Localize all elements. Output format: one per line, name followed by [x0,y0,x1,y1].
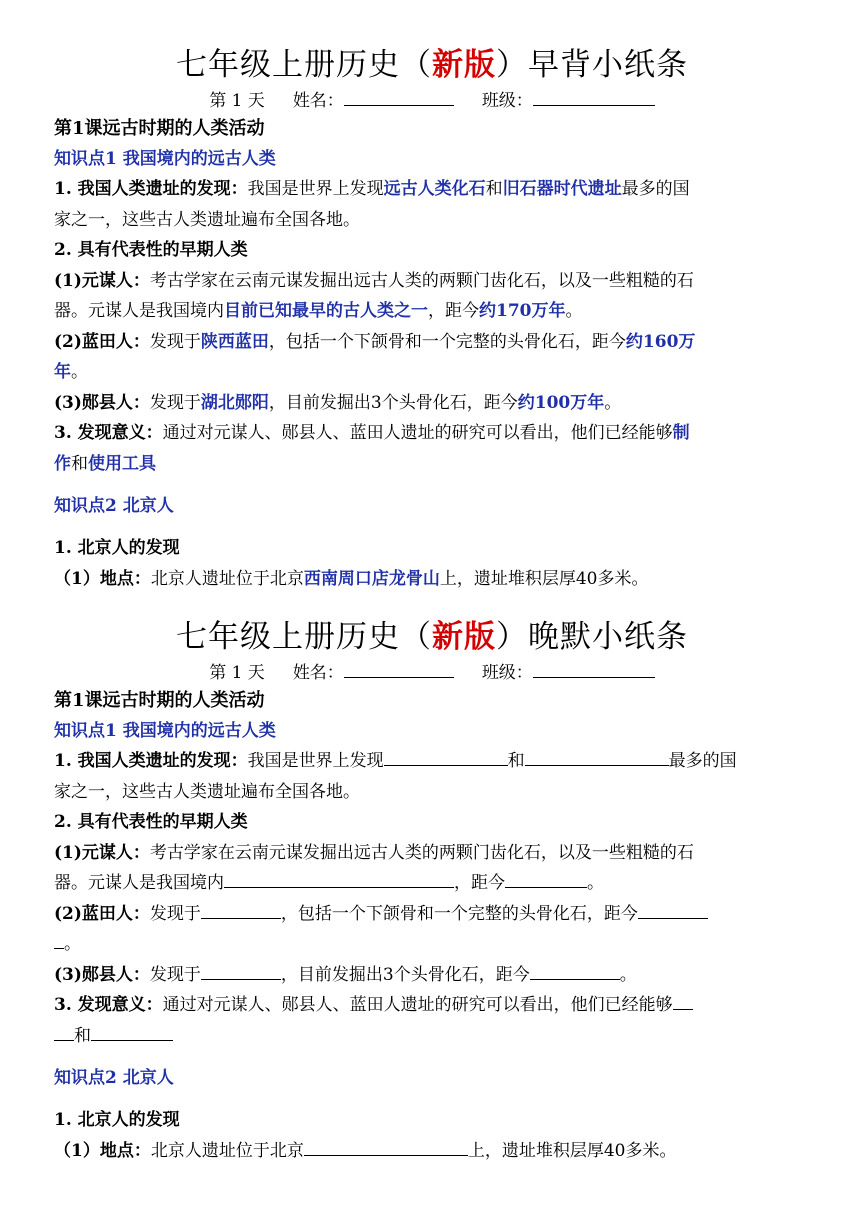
paragraph-yunxian: (3)郧县人：发现于湖北郧阳，目前发掘出3个头骨化石，距今约100万年。 [54,392,622,413]
morning-sheet [0,42,864,594]
day-label: 第 1 天 [209,91,265,111]
evening-info-line [0,660,864,686]
section-heading: 2. 具有代表性的早期人类 [54,240,248,260]
section-heading: 1. 北京人的发现 [54,1110,180,1130]
paragraph-yuanmou: (1)元谋人：考古学家在云南元谋发掘出远古人类的两颗门齿化石，以及一些粗糙的石 [54,842,694,863]
section-heading: 1. 北京人的发现 [54,538,180,558]
paragraph-yunxian: (3)郧县人：发现于 ，目前发掘出3个头骨化石，距今 。 [54,964,637,985]
knowledge-point-2: 知识点2 北京人 [54,1068,174,1088]
knowledge-point-1: 知识点1 我国境内的远古人类 [54,149,276,169]
fill-blank[interactable] [54,1024,74,1041]
answer: 制 [672,423,690,443]
paragraph-site-discovery: 1. 我国人类遗址的发现：我国是世界上发现 和 最多的国 [54,751,737,771]
fill-blank[interactable] [525,749,669,766]
fill-blank[interactable] [673,993,693,1010]
lesson-title: 第1课远古时期的人类活动 [54,118,265,139]
lesson-title: 第1课远古时期的人类活动 [54,690,265,711]
answer: 约100万年 [517,392,605,413]
fill-blank[interactable] [530,963,620,980]
name-label: 姓名： [292,91,344,111]
morning-title: 七年级上册历史（新版）早背小纸条 [176,47,688,83]
name-label: 姓名： [292,663,344,683]
fill-blank[interactable] [54,932,64,949]
paragraph-line: 作和使用工具 [54,453,156,474]
knowledge-point-1: 知识点1 我国境内的远古人类 [54,721,276,741]
evening-sheet [0,614,864,1166]
evening-title: 七年级上册历史（新版）晚默小纸条 [176,619,688,655]
class-blank[interactable] [533,88,655,106]
answer: 湖北郧阳 [200,392,269,413]
paragraph-significance: 3. 发现意义：通过对元谋人、郧县人、蓝田人遗址的研究可以看出，他们已经能够制 [54,423,690,443]
fill-blank[interactable] [201,902,281,919]
paragraph-line: 家之一，这些古人类遗址遍布全国各地。 [54,209,360,230]
paragraph-line: 器。元谋人是我国境内目前已知最早的古人类之一，距今约170万年。 [54,301,583,321]
fill-blank[interactable] [201,963,281,980]
paragraph-yuanmou: (1)元谋人：考古学家在云南元谋发掘出远古人类的两颗门齿化石，以及一些粗糙的石 [54,270,694,291]
fill-blank[interactable] [384,749,508,766]
fill-blank[interactable] [638,902,708,919]
paragraph-line: 器。元谋人是我国境内 ，距今 。 [54,873,604,893]
class-blank[interactable] [533,660,655,678]
evening-content [0,686,864,1166]
name-blank[interactable] [344,660,454,678]
paragraph-peking-man-site: （1）地点：北京人遗址位于北京西南周口店龙骨山上，遗址堆积层厚40多米。 [54,568,649,589]
paragraph-lantian: (2)蓝田人：发现于 ，包括一个下颌骨和一个完整的头骨化石，距今 [54,899,816,930]
class-label: 班级： [481,91,533,111]
name-blank[interactable] [344,88,454,106]
new-edition-highlight: 新版 [432,619,496,655]
section-heading: 2. 具有代表性的早期人类 [54,812,248,832]
fill-blank[interactable] [91,1024,173,1041]
answer: 作 [54,453,71,474]
paragraph-line: 家之一，这些古人类遗址遍布全国各地。 [54,781,360,802]
answer: 约160万 [625,331,696,352]
answer: 目前已知最早的古人类之一 [224,301,428,321]
answer: 远古人类化石 [383,179,486,199]
new-edition-highlight: 新版 [432,47,496,83]
paragraph-line: 。 [54,929,816,960]
answer: 年 [54,362,71,382]
class-label: 班级： [481,663,533,683]
answer: 约170万年 [479,301,566,321]
paragraph-lantian: (2)蓝田人：发现于陕西蓝田，包括一个下颌骨和一个完整的头骨化石，距今约160万 [54,331,696,352]
fill-blank[interactable] [505,871,587,888]
morning-info-line [0,88,864,114]
fill-blank[interactable] [224,871,454,888]
fill-blank[interactable] [304,1139,468,1156]
paragraph-significance: 3. 发现意义：通过对元谋人、郧县人、蓝田人遗址的研究可以看出，他们已经能够 [54,990,816,1021]
morning-content [0,114,864,594]
paragraph-line: 年。 [54,362,88,382]
answer: 陕西蓝田 [200,331,269,352]
paragraph-site-discovery: 1. 我国人类遗址的发现：我国是世界上发现远古人类化石和旧石器时代遗址最多的国 [54,179,690,199]
knowledge-point-2: 知识点2 北京人 [54,496,174,516]
day-label: 第 1 天 [209,663,265,683]
paragraph-line: 和 [54,1021,816,1052]
answer: 使用工具 [88,453,156,474]
paragraph-peking-man-site: （1）地点：北京人遗址位于北京 上，遗址堆积层厚40多米。 [54,1140,677,1161]
answer: 旧石器时代遗址 [502,179,622,199]
answer: 西南周口店龙骨山 [303,568,440,589]
